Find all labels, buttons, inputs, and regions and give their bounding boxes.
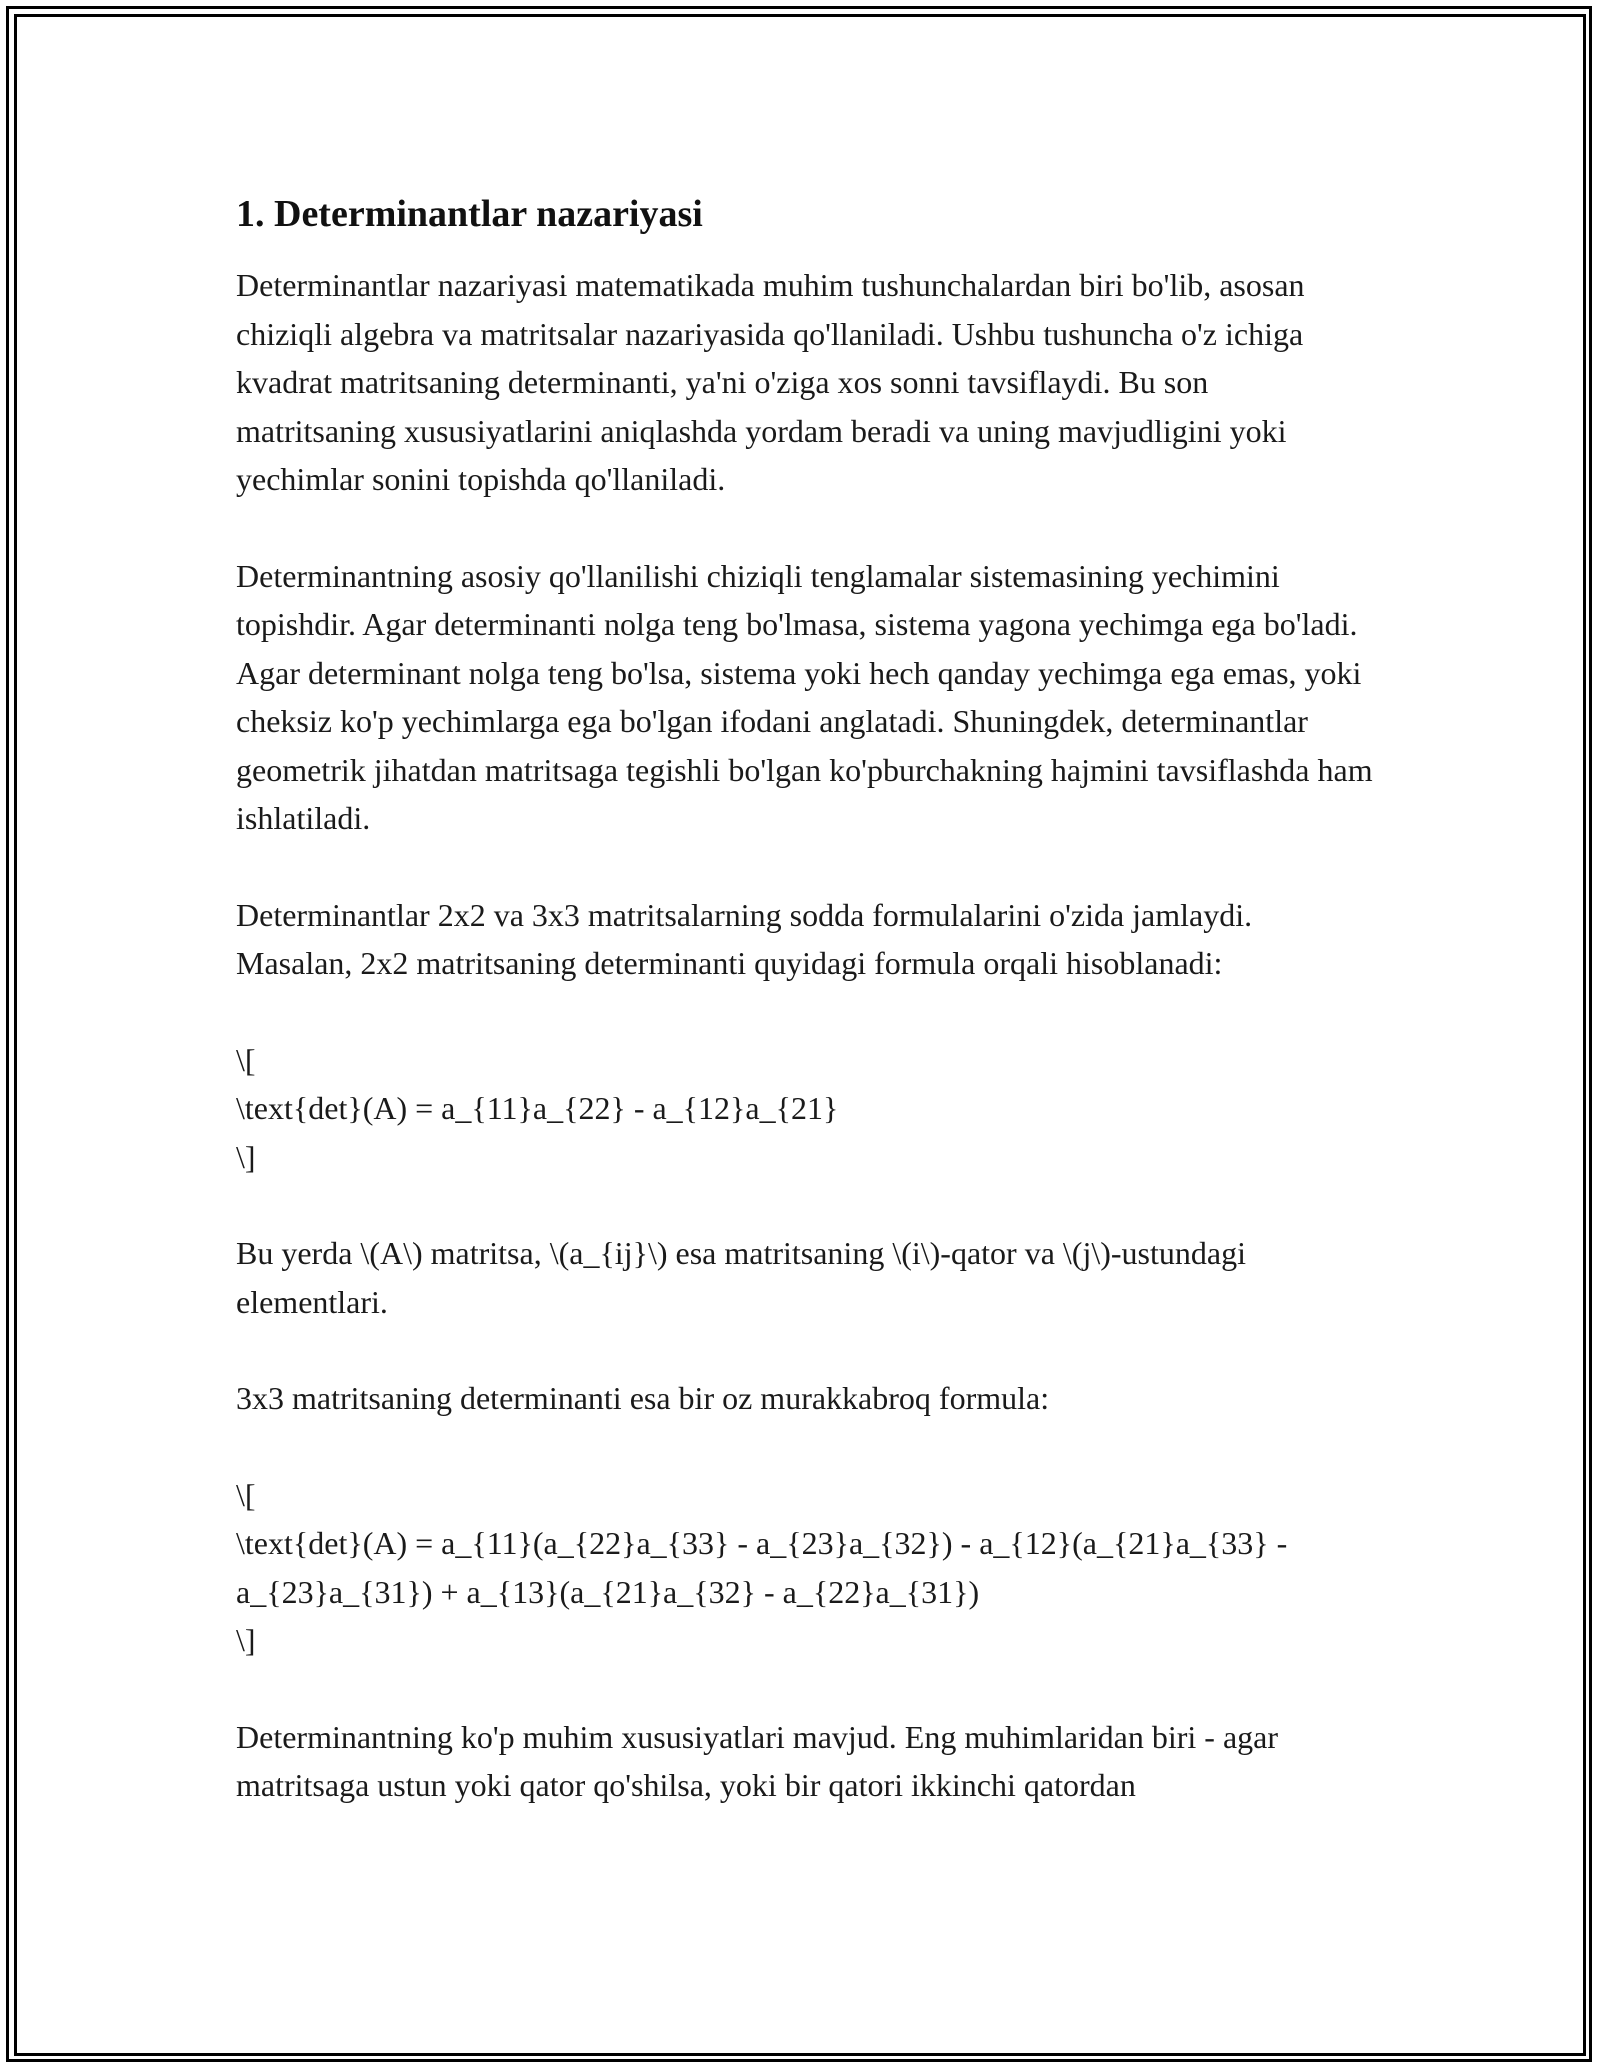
paragraph-properties: Determinantning ko'p muhim xususiyatlari mavjud. Eng muhimlaridan biri - agar matritsaga ustun yoki qator qo'shilsa, yoki bir qatori ikkinchi qatordan [236,1718,1278,1803]
formula-3x3-close: \] [236,1622,256,1658]
document-body [236,185,1376,1810]
formula-2x2 [236,1036,1376,1182]
paragraph-formulas-intro: Determinantlar 2x2 va 3x3 matritsalarning sodda formulalarini o'zida jamlaydi. Masalan, 2x2 matritsaning determinanti quyidagi formula orqali hisoblanadi: [236,896,1253,981]
formula-3x3 [236,1471,1376,1665]
formula-3x3-open: \[ [236,1476,256,1513]
section-heading: 1. Determinantlar nazariyasi [236,193,703,235]
paragraph-3x3-intro: 3x3 matritsaning determinanti esa bir oz murakkabroq formula: [236,1380,1050,1416]
formula-2x2-close: \] [236,1138,256,1175]
paragraph-application: Determinantning asosiy qo'llanilishi chiziqli tenglamalar sistemasining yechimini topishdir. Agar determinanti nolga teng bo'lmasa, sistema yagona yechimga ega bo'ladi. Agar determinant nolga teng bo'lsa, sistema yoki hech qanday yechimga ega emas, yoki cheksiz ko'p yechimlarga ega bo'lgan ifodani anglatadi. Shuningdek, determinantlar geometrik jihatdan matritsaga tegishli bo'lgan ko'pburchakning hajmini tavsiflashda ham ishlatiladi. [236,557,1373,836]
formula-2x2-body: \text{det}(A) = a_{11}a_{22} - a_{12}a_{21} [236,1090,839,1126]
formula-2x2-open: \[ [236,1041,256,1078]
formula-3x3-body: \text{det}(A) = a_{11}(a_{22}a_{33} - a_{23}a_{32}) - a_{12}(a_{21}a_{33} - a_{23}a_{31}) + a_{13}(a_{21}a_{32} - a_{22}a_{31}) [236,1525,1288,1610]
paragraph-intro: Determinantlar nazariyasi matematikada muhim tushunchalardan biri bo'lib, asosan chiziqli algebra va matritsalar nazariyasida qo'llaniladi. Ushbu tushuncha o'z ichiga kvadrat matritsaning determinanti, ya'ni o'ziga xos sonni tavsiflaydi. Bu son matritsaning xususiyatlarini aniqlashda yordam beradi va uning mavjudligini yoki yechimlar sonini topishda qo'llaniladi. [236,267,1305,497]
paragraph-notation: Bu yerda \(A\) matritsa, \(a_{ij}\) esa matritsaning \(i\)-qator va \(j\)-ustundagi elementlari. [236,1235,1246,1320]
